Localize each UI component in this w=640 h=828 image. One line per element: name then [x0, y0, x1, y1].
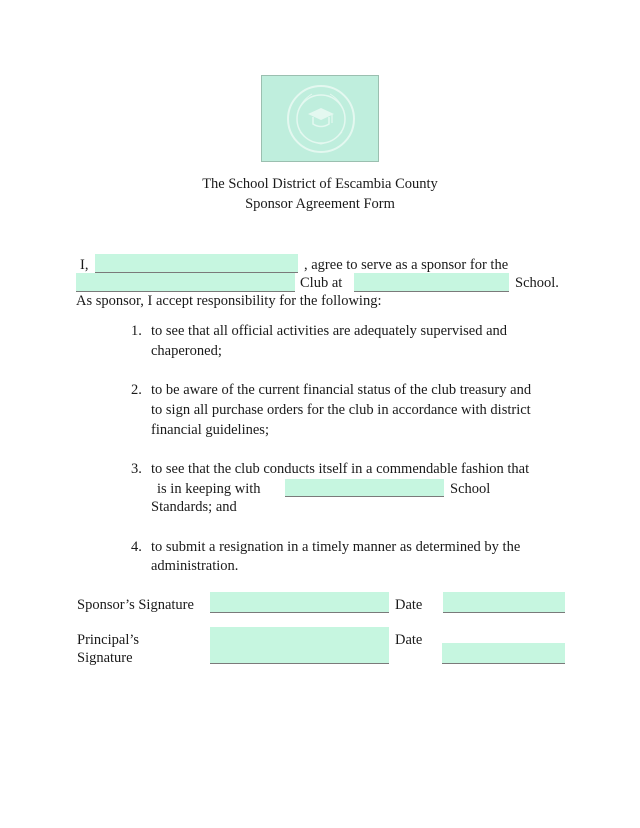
school-text: School. [515, 275, 559, 291]
list-item-text: to see that the club conducts itself in a commendable fashion that [151, 461, 530, 477]
school-name-field[interactable] [354, 273, 509, 292]
club-at-text: Club at [300, 275, 343, 291]
sponsor-date-label: Date [395, 597, 423, 613]
sponsor-date-field[interactable] [443, 592, 565, 613]
list-item-text: chaperoned; [151, 343, 222, 359]
list-item-text: to be aware of the current financial status of the club treasury and [151, 382, 532, 398]
agree-text: , agree to serve as a sponsor for the [304, 257, 509, 273]
list-item-text: to submit a resignation in a timely manner as determined by the [151, 539, 521, 555]
sponsor-name-field[interactable] [95, 254, 298, 273]
i-prefix: I, [80, 257, 89, 273]
list-item-text: School [450, 481, 491, 497]
list-item-number: 1. [131, 323, 142, 339]
list-item-text: financial guidelines; [151, 422, 269, 438]
sponsor-signature-field[interactable] [210, 592, 389, 613]
list-item-number: 3. [131, 461, 142, 477]
form-title: Sponsor Agreement Form [245, 196, 395, 212]
responsibility-text: As sponsor, I accept responsibility for the following: [76, 293, 382, 309]
list-item-text: administration. [151, 558, 239, 574]
list-item-number: 4. [131, 539, 142, 555]
list-item-number: 2. [131, 382, 142, 398]
district-title: The School District of Escambia County [202, 176, 438, 192]
list-item-text: to sign all purchase orders for the club in accordance with district [151, 402, 531, 418]
list-item-text: Standards; and [151, 499, 237, 515]
principal-label-line1: Principal’s [77, 632, 140, 648]
district-seal-icon [261, 75, 379, 162]
principal-signature-field[interactable] [210, 627, 389, 664]
sponsor-signature-label: Sponsor’s Signature [77, 597, 194, 613]
principal-date-field[interactable] [442, 643, 565, 664]
club-name-field[interactable] [76, 273, 295, 292]
list-item-text: to see that all official activities are adequately supervised and [151, 323, 508, 339]
standards-school-field[interactable] [285, 479, 444, 497]
principal-label-line2: Signature [77, 650, 133, 666]
list-item-text: is in keeping with [157, 481, 261, 497]
principal-date-label: Date [395, 632, 423, 648]
